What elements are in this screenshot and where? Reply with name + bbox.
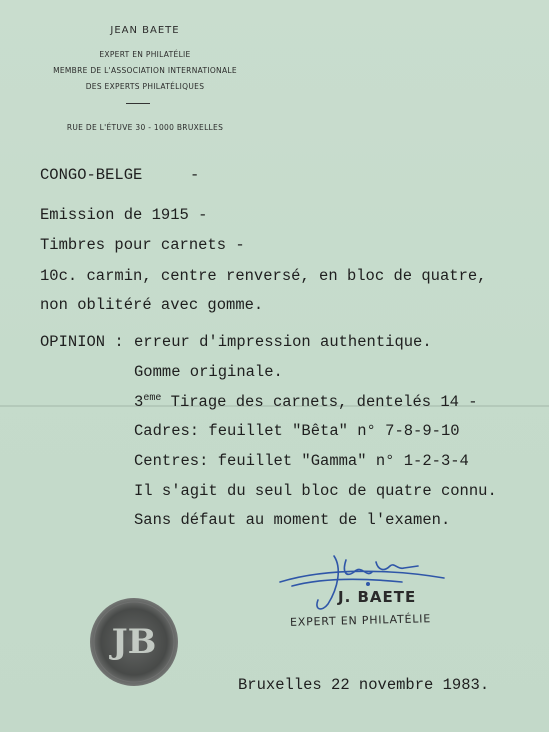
description-line: Emission de 1915 - bbox=[40, 206, 208, 224]
country-heading: CONGO-BELGE bbox=[40, 166, 143, 184]
letterhead-association: DES EXPERTS PHILATÉLIQUES bbox=[85, 82, 205, 91]
ordinal-suffix: eme bbox=[143, 393, 162, 404]
letterhead-membership: MEMBRE DE L'ASSOCIATION INTERNATIONALE bbox=[53, 66, 237, 75]
ordinal-number: 3 bbox=[134, 393, 144, 411]
opinion-label: OPINION : bbox=[40, 333, 124, 351]
letterhead-divider bbox=[126, 103, 150, 104]
description-line: 10c. carmin, centre renversé, en bloc de quatre, bbox=[40, 267, 487, 285]
seal-monogram: JB bbox=[111, 622, 157, 662]
description-line: non oblitéré avec gomme. bbox=[40, 296, 264, 314]
signature-name-stamp: J. BAETE bbox=[338, 588, 417, 606]
opinion-line: Centres: feuillet "Gamma" n° 1-2-3-4 bbox=[134, 452, 469, 470]
signature-title-stamp: EXPERT EN PHILATÉLIE bbox=[289, 612, 432, 629]
letterhead-title: EXPERT EN PHILATÉLIE bbox=[99, 50, 191, 59]
opinion-line: Gomme originale. bbox=[134, 363, 283, 381]
letterhead-name: JEAN BAETE bbox=[110, 25, 180, 36]
embossed-seal bbox=[88, 596, 180, 688]
opinion-line: Sans défaut au moment de l'examen. bbox=[134, 511, 451, 529]
opinion-line: Il s'agit du seul bloc de quatre connu. bbox=[134, 482, 497, 500]
opinion-line: erreur d'impression authentique. bbox=[134, 333, 432, 351]
opinion-line: Tirage des carnets, dentelés 14 - bbox=[170, 393, 478, 411]
date-line: Bruxelles 22 novembre 1983. bbox=[238, 676, 490, 694]
description-line: Timbres pour carnets - bbox=[40, 236, 245, 254]
country-dash: - bbox=[190, 166, 200, 184]
opinion-line: Cadres: feuillet "Bêta" n° 7-8-9-10 bbox=[134, 422, 460, 440]
letterhead-address: RUE DE L'ÉTUVE 30 - 1000 BRUXELLES bbox=[66, 123, 224, 132]
opinion-line-printing bbox=[134, 393, 478, 411]
